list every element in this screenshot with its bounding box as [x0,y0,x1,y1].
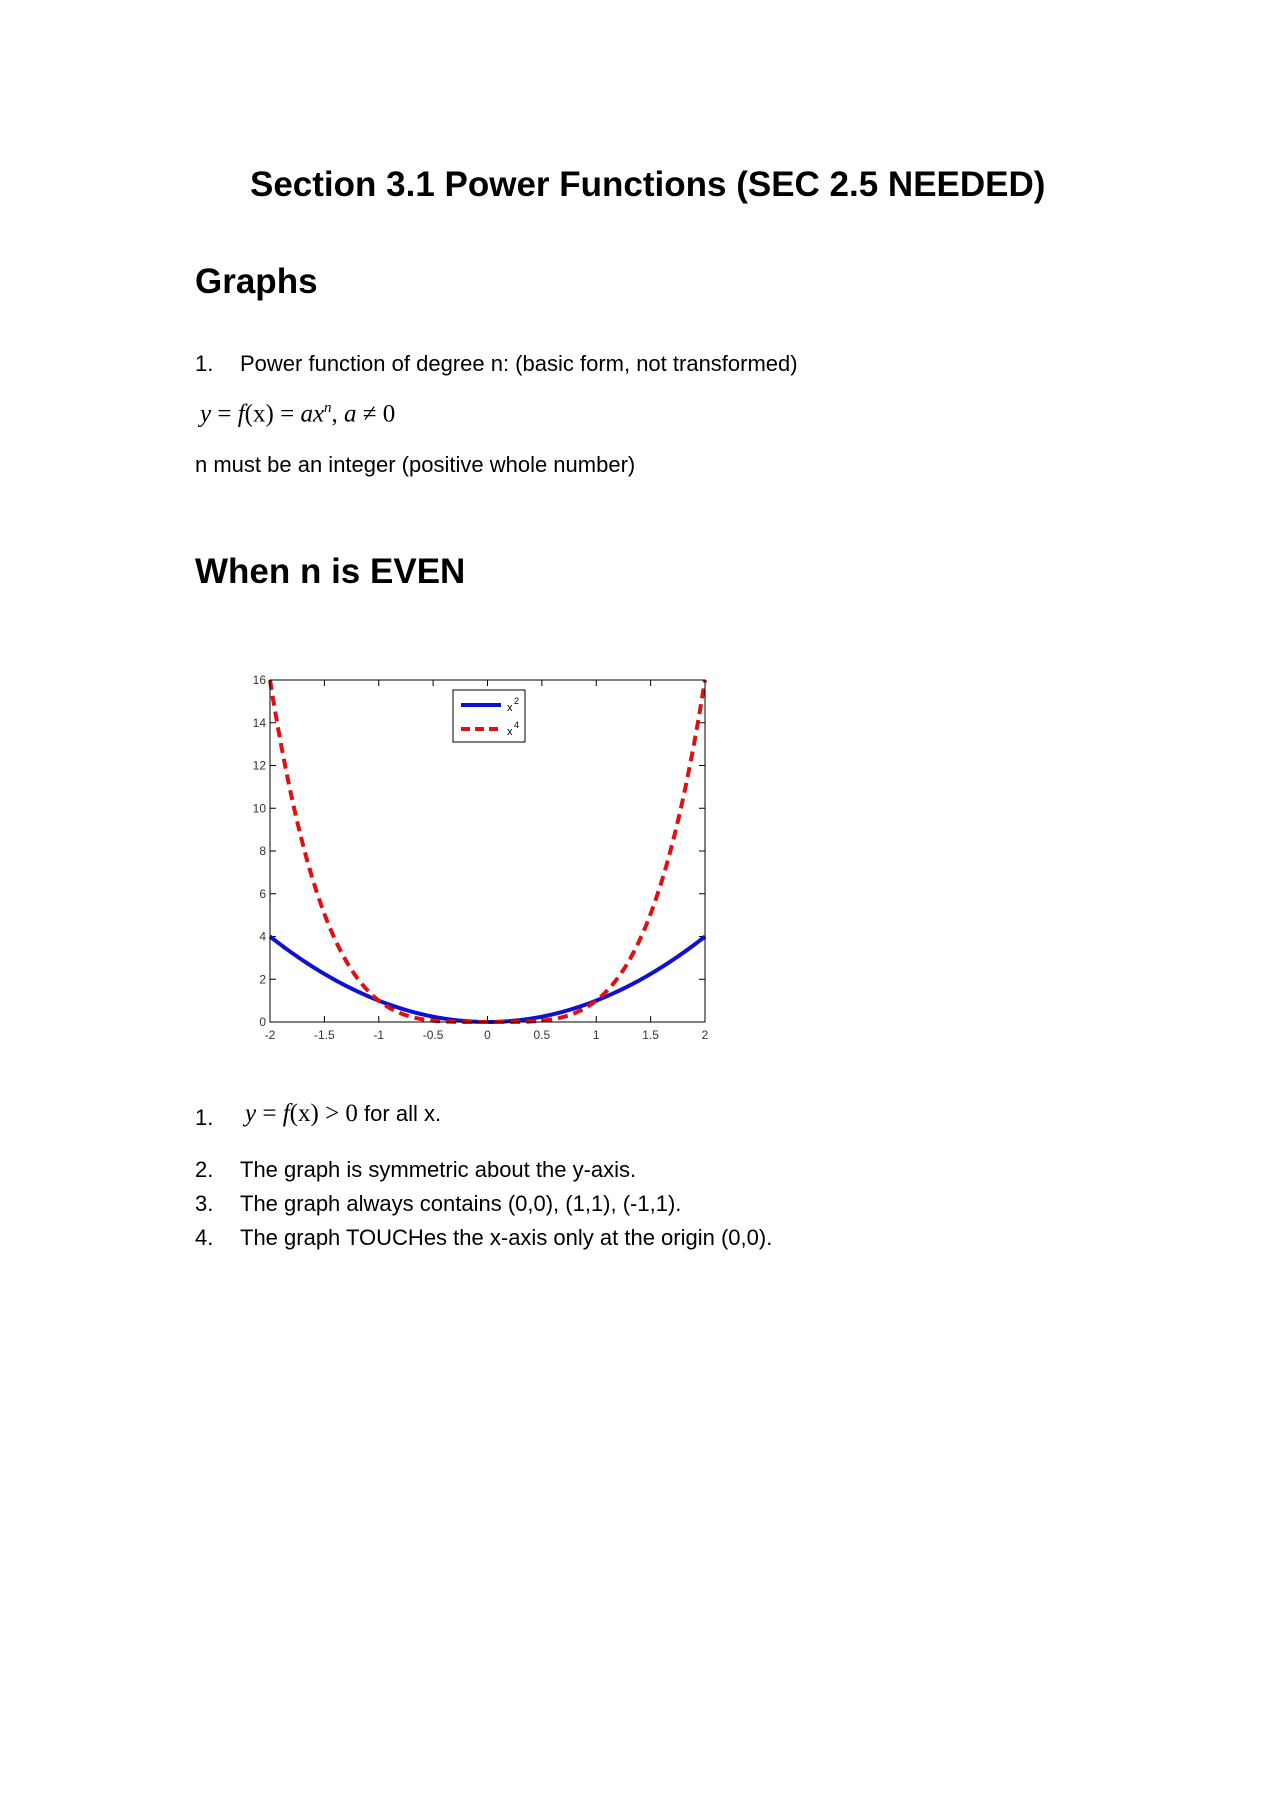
property-number: 2. [195,1157,214,1182]
property-4: The graph TOUCHes the x-axis only at the origin (0,0). [240,1225,773,1250]
graphs-heading: Graphs [195,262,318,301]
property-2: The graph is symmetric about the y-axis. [240,1157,637,1182]
prop1-x: (x) [289,1100,319,1127]
definition-text: Power function of degree n: (basic form, not transformed) [240,351,798,376]
power-function-chart [235,662,715,1047]
formula-comma: , [331,400,345,428]
property-1 [245,1100,441,1128]
formula-eq1: = [211,400,238,428]
x-tick-label: 2 [701,1028,709,1042]
even-heading: When n is EVEN [195,552,466,591]
y-tick-label: 4 [259,929,266,944]
legend-exponent-x2: 2 [514,696,520,706]
x-tick-label: -2 [264,1028,276,1042]
formula-a: a [344,400,357,428]
property-number: 3. [195,1191,214,1216]
x-tick-label: 1.5 [642,1028,659,1042]
x-tick-label: 0.5 [533,1028,551,1042]
property-number: 4. [195,1225,214,1250]
y-tick-label: 10 [252,801,266,816]
y-tick-label: 6 [259,886,266,901]
legend-label-x4: x [507,726,513,738]
legend-exponent-x4: 4 [514,720,520,730]
formula-y: y [200,400,212,428]
formula-ax: ax [300,400,325,428]
x-tick-label: 1 [592,1028,600,1042]
prop1-gt0: > 0 [318,1100,358,1127]
property-number: 1. [195,1105,214,1130]
y-tick-label: 2 [259,972,266,987]
y-tick-label: 0 [259,1015,266,1029]
chart-legend [453,690,525,742]
page-title: Section 3.1 Power Functions (SEC 2.5 NEEDED) [250,165,1046,204]
prop1-f: f [282,1100,290,1127]
prop1-eq: = [256,1100,283,1127]
x-tick-label: -0.5 [422,1028,444,1042]
property-3: The graph always contains (0,0), (1,1), (-1,1). [240,1191,682,1216]
power-function-formula [200,400,395,428]
prop1-text: for all x. [357,1101,442,1126]
definition-number: 1. [195,351,214,376]
formula-f: f [237,400,245,428]
formula-x: (x) [244,400,274,428]
formula-eq2: = [273,400,301,428]
formula-ne0: ≠ 0 [356,400,396,428]
x-tick-label: -1.5 [314,1028,335,1042]
x-tick-label: 0 [484,1028,491,1042]
y-tick-label: 12 [252,758,266,773]
prop1-y: y [245,1100,257,1127]
y-tick-label: 8 [259,844,266,858]
series-line-x2 [270,937,705,1023]
y-tick-label: 14 [252,715,266,730]
formula-exponent: n [324,400,332,416]
integer-note: n must be an integer (positive whole number) [195,452,636,477]
legend-label-x2: x [507,702,513,714]
y-tick-label: 16 [252,673,266,687]
x-tick-label: -1 [373,1028,385,1042]
